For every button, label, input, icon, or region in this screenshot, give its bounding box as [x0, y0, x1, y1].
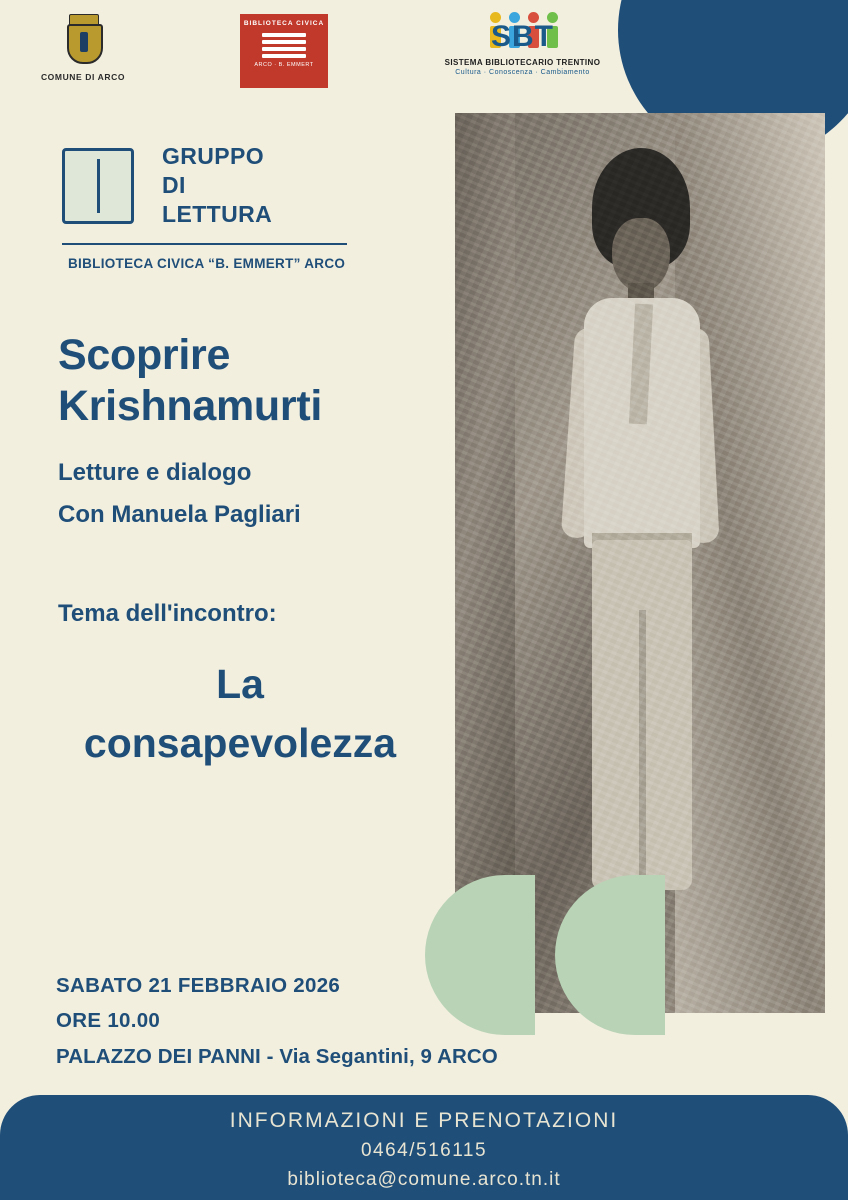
sbt-people-icon [435, 12, 610, 56]
theme-line2: consapevolezza [83, 720, 397, 767]
logo-comune-di-arco [38, 14, 128, 82]
library-name: BIBLIOTECA CIVICA “B. EMMERT” ARCO [68, 256, 346, 271]
title-line2: Krishnamurti [58, 381, 322, 430]
theme-line1: La [216, 661, 264, 707]
gruppo-di-lettura-text [162, 142, 272, 228]
sbt-line1: SISTEMA BIBLIOTECARIO TRENTINO [444, 58, 601, 67]
divider [62, 243, 347, 245]
page-title [58, 330, 448, 431]
logo-sbt [435, 12, 610, 76]
theme-value [40, 655, 440, 774]
footer-phone[interactable]: 0464/516115 [360, 1140, 488, 1161]
event-details [56, 968, 616, 1074]
gdl-line1: GRUPPO [162, 143, 265, 169]
subtitle-line2: Con Manuela Pagliari [58, 501, 301, 528]
title-line1: Scoprire [58, 331, 231, 379]
logo-biblioteca-civica [240, 14, 328, 88]
footer-heading: INFORMAZIONI E PRENOTAZIONI [229, 1109, 619, 1132]
book-stack-icon [262, 33, 306, 58]
sbt-line2: Cultura · Conoscenza · Cambiamento [455, 69, 590, 76]
subtitle-line1: Letture e dialogo [58, 459, 252, 486]
theme-label: Tema dell'incontro: [58, 600, 277, 627]
logo-arco-caption: COMUNE DI ARCO [40, 72, 126, 82]
coat-of-arms-icon [61, 14, 105, 66]
logo-row [0, 0, 848, 110]
footer-contact-bar [0, 1095, 848, 1200]
open-book-icon [62, 148, 134, 224]
event-time: ORE 10.00 [56, 1009, 161, 1033]
event-place: PALAZZO DEI PANNI - Via Segantini, 9 ARCO [56, 1044, 498, 1068]
gdl-line3: LETTURA [162, 200, 273, 227]
footer-email[interactable]: biblioteca@comune.arco.tn.it [287, 1169, 561, 1190]
gdl-line2: DI [162, 171, 186, 198]
event-subtitle [58, 452, 448, 536]
logo-biblioteca-bottom-text: ARCO · B. EMMERT [254, 62, 314, 68]
sbt-letters: SBT [491, 20, 554, 53]
logo-biblioteca-top-text: BIBLIOTECA CIVICA [243, 20, 325, 27]
event-date: SABATO 21 FEBBRAIO 2026 [56, 974, 341, 997]
